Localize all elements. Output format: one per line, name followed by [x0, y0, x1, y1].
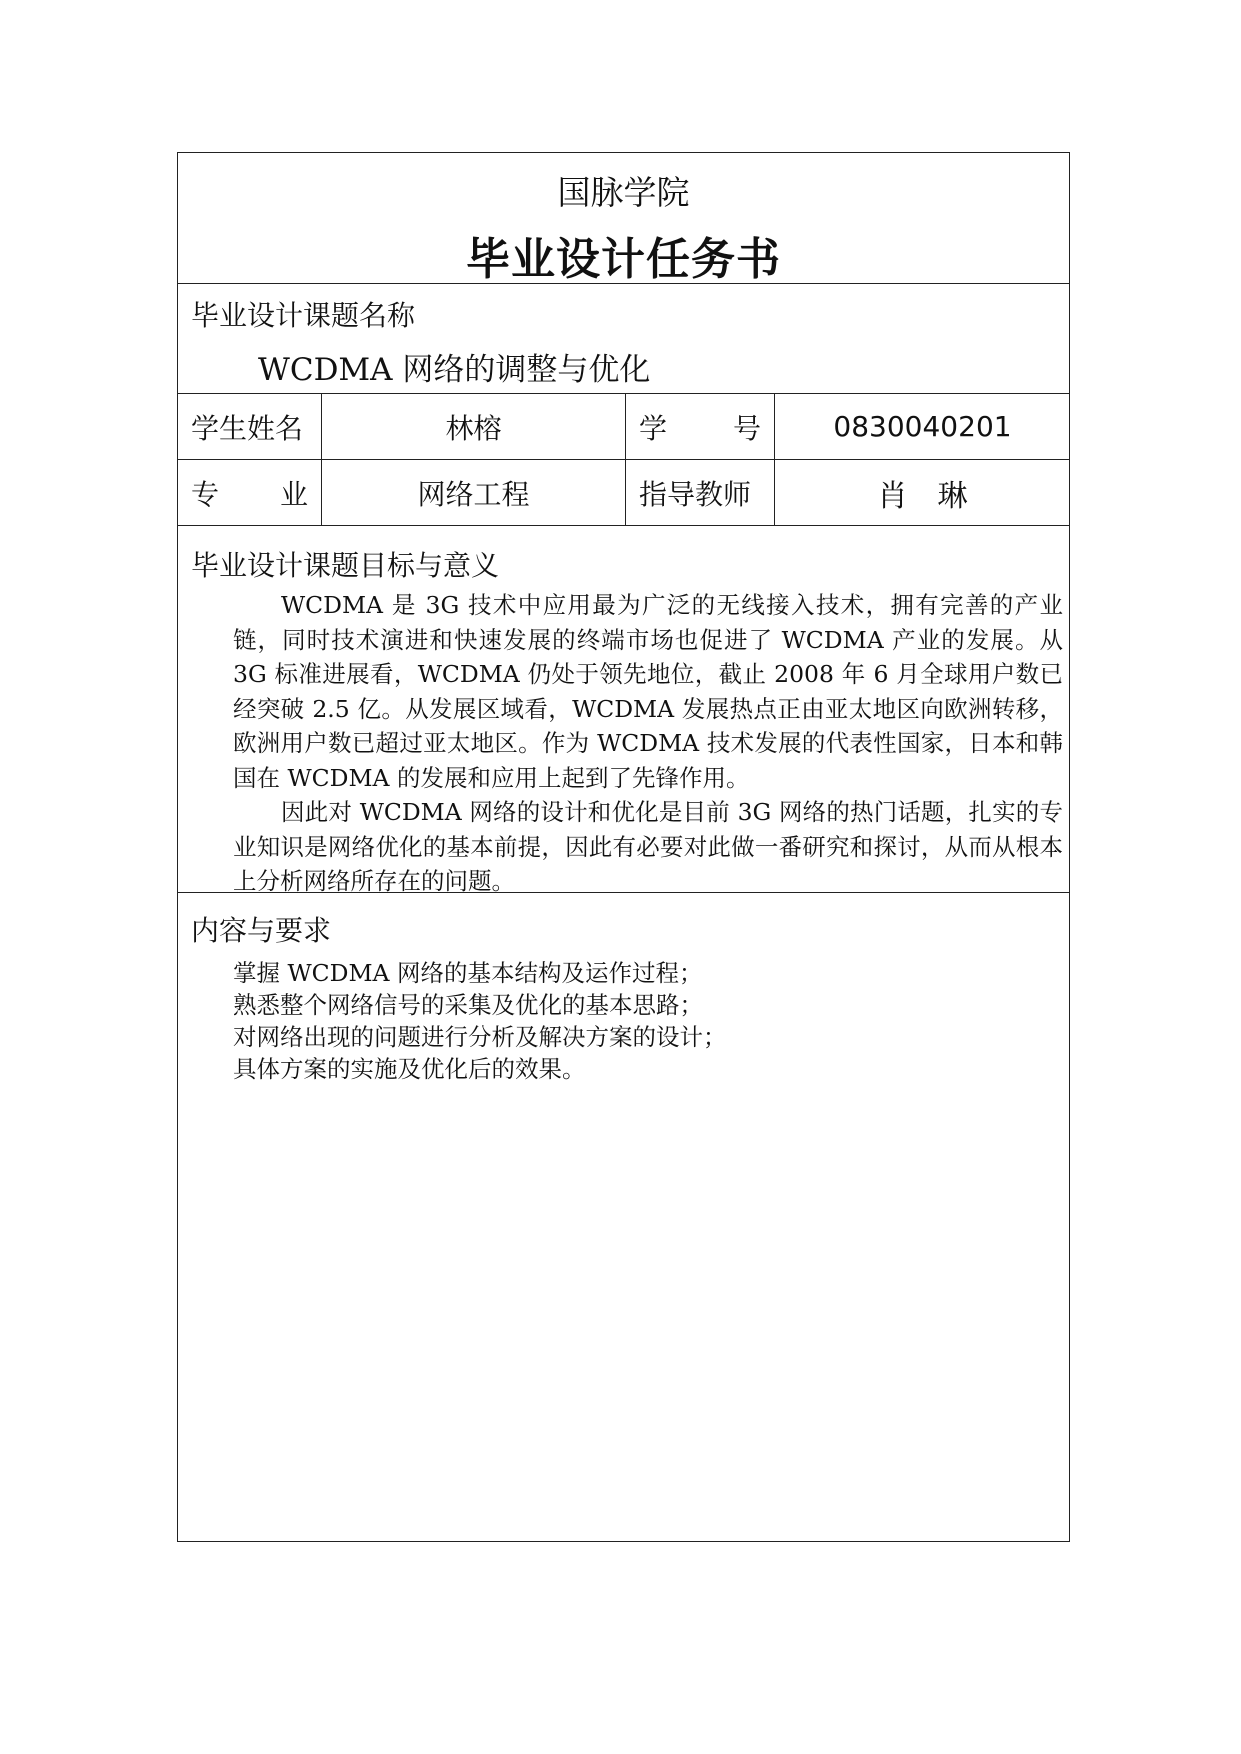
teacher-value: 肖 琳 — [774, 460, 1070, 525]
topic-label: 毕业设计课题名称 — [191, 299, 416, 332]
topic-value: WCDMA 网络的调整与优化 — [258, 352, 651, 388]
requirement-item: 熟悉整个网络信号的采集及优化的基本思路； — [233, 991, 703, 1019]
requirements-list — [233, 957, 727, 1085]
student-name-value: 林榕 — [321, 394, 625, 459]
student-id-value: 0830040201 — [774, 394, 1070, 459]
goal-section — [178, 526, 1069, 893]
goal-body — [233, 588, 1063, 899]
student-id-label: 学 号 — [625, 394, 774, 459]
student-name-label: 学生姓名 — [191, 411, 304, 445]
requirement-item: 具体方案的实施及优化后的效果。 — [233, 1055, 586, 1083]
requirements-label: 内容与要求 — [191, 914, 332, 947]
document-title: 毕业设计任务书 — [466, 234, 781, 285]
topic-section — [178, 284, 1069, 394]
goal-label: 毕业设计课题目标与意义 — [191, 549, 500, 582]
goal-paragraph: 因此对 WCDMA 网络的设计和优化是目前 3G 网络的热门话题，扎实的专业知识是网络优化的基本前提，因此有必要对此做一番研究和探讨，从而从根本上分析网络所存在的问题。 — [233, 798, 1063, 895]
form-header — [178, 153, 1069, 284]
major-label: 专 业 — [191, 477, 308, 511]
task-form — [177, 152, 1070, 1542]
school-name: 国脉学院 — [557, 173, 690, 212]
requirement-item: 对网络出现的问题进行分析及解决方案的设计； — [233, 1023, 727, 1051]
requirement-item: 掌握 WCDMA 网络的基本结构及运作过程； — [233, 959, 703, 987]
teacher-label: 指导教师 — [625, 460, 774, 525]
goal-paragraph: WCDMA 是 3G 技术中应用最为广泛的无线接入技术，拥有完善的产业链，同时技术演进和快速发展的终端市场也促进了 WCDMA 产业的发展。从 3G 标准进展看，WCDMA 仍处于领先地位，截止 2008 年 6 月全球用户数已经突破 2.5 亿。从发展区域看，WCDMA 发展热点正由亚太地区向欧洲转移，欧洲用户数已超过亚太地区。作为 WCDMA 技术发展的代表性国家，日本和韩国在 WCDMA 的发展和应用上起到了先锋作用。 — [233, 591, 1063, 792]
major-value: 网络工程 — [321, 460, 625, 525]
requirements-section — [178, 893, 1069, 1541]
student-row — [178, 394, 1069, 460]
major-row — [178, 460, 1069, 526]
